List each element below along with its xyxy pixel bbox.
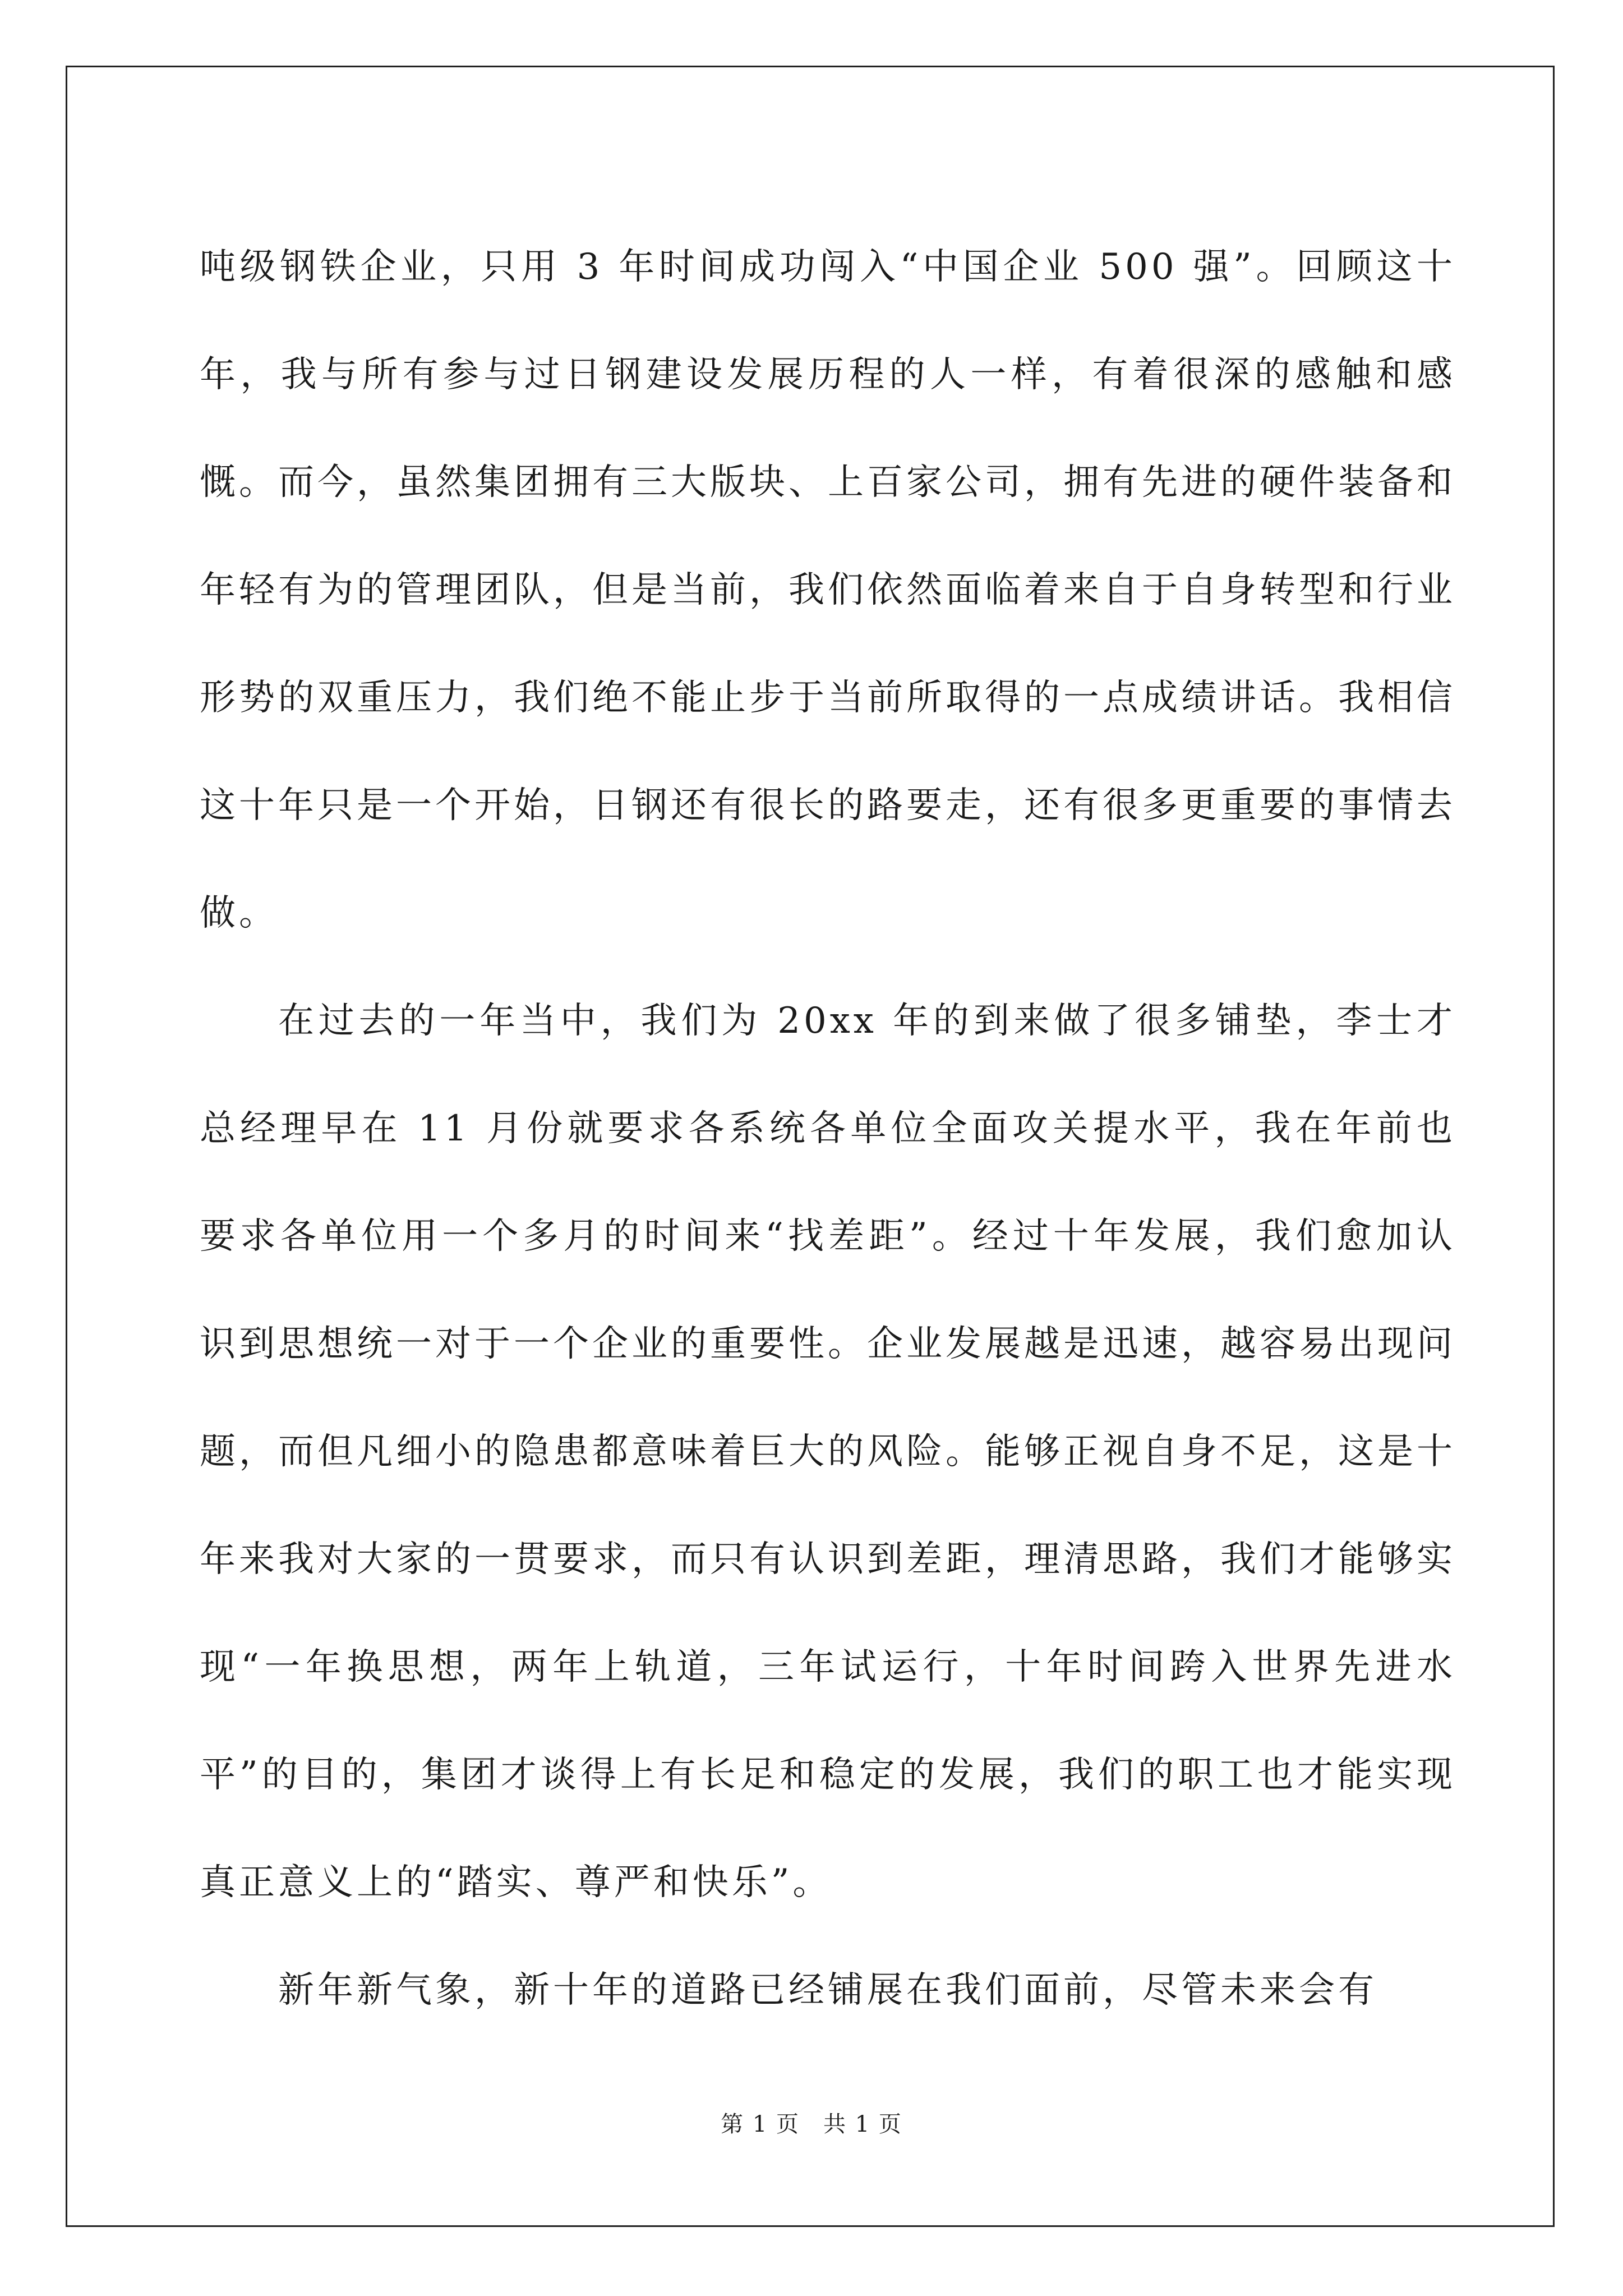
document-body [200,213,1456,2044]
page-number-footer: 第 1 页 共 1 页 [721,2111,902,2137]
paragraph-3: 新年新气象，新十年的道路已经铺展在我们面前，尽管未来会有 [278,1970,1377,2011]
paragraph-2: 在过去的一年当中，我们为 20xx 年的到来做了很多铺垫，李士才总经理早在 11 月份就要求各系统各单位全面攻关提水平，我在年前也要求各单位用一个多月的时间来“找差距”。经过十年发展，我们愈加认识到思想统一对于一个企业的重要性。企业发展越是迅速，越容易出现问题，而但凡细小的隐患都意味着巨大的风险。能够正视自身不足，这是十年来我对大家的一贯要求，而只有认识到差距，理清思路，我们才能够实现“一年换思想，两年上轨道，三年试运行，十年时间跨入世界先进水平”的目的，集团才谈得上有长足和稳定的发展，我们的职工也才能实现真正意义上的“踏实、尊严和快乐”。 [200,1000,1456,1903]
paragraph-1: 吨级钢铁企业，只用 3 年时间成功闯入“中国企业 500 强”。回顾这十年，我与所有参与过日钢建设发展历程的人一样，有着很深的感触和感慨。而今，虽然集团拥有三大版块、上百家公司，拥有先进的硬件装备和年轻有为的管理团队，但是当前，我们依然面临着来自于自身转型和行业形势的双重压力，我们绝不能止步于当前所取得的一点成绩讲话。我相信这十年只是一个开始，日钢还有很长的路要走，还有很多更重要的事情去做。 [200,246,1456,934]
